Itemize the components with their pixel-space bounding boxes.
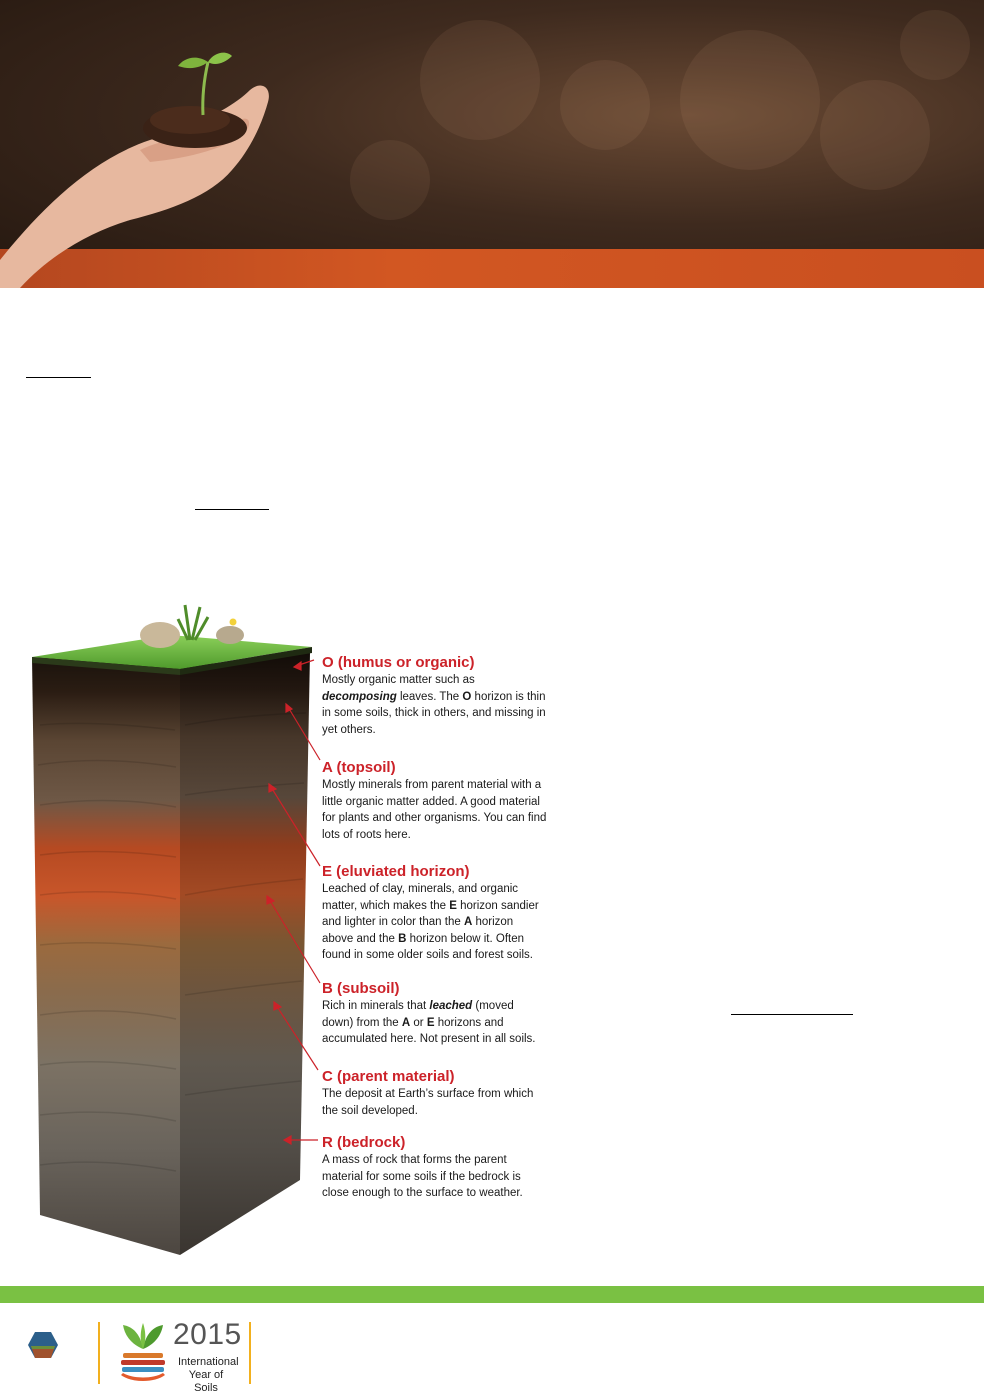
horizon-r-description: A mass of rock that forms the parent material for some soils if the bedrock is close enough to the surface to weather.	[322, 1154, 523, 1200]
horizon-e	[322, 863, 547, 964]
bokeh-light	[820, 80, 930, 190]
footer-green-bar	[0, 1286, 984, 1303]
horizon-e-description: Leached of clay, minerals, and organic matter, which makes the E horizon sandier and lighter in color than the A horizon above and the B horizon below it. Often found in some older soils and forest soils.	[322, 883, 539, 962]
horizon-o-description: Mostly organic matter such as decomposing leaves. The O horizon is thin in some soils, thick in others, and missing in yet others.	[322, 674, 546, 736]
footer-campaign-line2: Year of Soils	[188, 1369, 224, 1394]
bokeh-light	[560, 60, 650, 150]
horizon-e-title: E (eluviated horizon)	[322, 863, 470, 880]
horizon-b	[322, 980, 547, 1048]
footer-campaign-line1: International	[178, 1356, 239, 1368]
horizon-r	[322, 1134, 547, 1202]
horizon-o-title: O (humus or organic)	[322, 654, 475, 671]
horizon-r-title: R (bedrock)	[322, 1134, 406, 1151]
bokeh-light	[420, 20, 540, 140]
bokeh-light	[350, 140, 430, 220]
horizon-c-description: The deposit at Earth’s surface from which the soil developed.	[322, 1088, 534, 1117]
soil-society-logo-icon	[27, 1330, 59, 1360]
footer-year: 2015	[173, 1318, 242, 1351]
horizon-c	[322, 1068, 547, 1119]
soil-profile-image	[0, 595, 330, 1265]
footer-campaign-name	[178, 1356, 239, 1395]
footer-divider-left	[98, 1322, 100, 1384]
blank-line	[731, 1014, 853, 1015]
horizon-a	[322, 759, 547, 843]
horizon-a-title: A (topsoil)	[322, 759, 396, 776]
blank-line	[195, 509, 269, 510]
hand-seedling-image	[0, 40, 300, 288]
horizon-b-title: B (subsoil)	[322, 980, 400, 997]
horizon-o	[322, 654, 547, 738]
blank-line	[26, 377, 91, 378]
horizon-c-title: C (parent material)	[322, 1068, 455, 1085]
bokeh-light	[680, 30, 820, 170]
horizon-b-description: Rich in minerals that leached (moved down) from the A or E horizons and accumulated here. Not present in all soils.	[322, 1000, 536, 1046]
horizon-a-description: Mostly minerals from parent material with a little organic matter added. A good material for plants and other organisms. You can find lots of roots here.	[322, 779, 547, 841]
bokeh-light	[900, 10, 970, 80]
footer-divider-right	[249, 1322, 251, 1384]
header-banner	[0, 0, 984, 288]
year-of-soils-logo-icon	[113, 1319, 173, 1385]
